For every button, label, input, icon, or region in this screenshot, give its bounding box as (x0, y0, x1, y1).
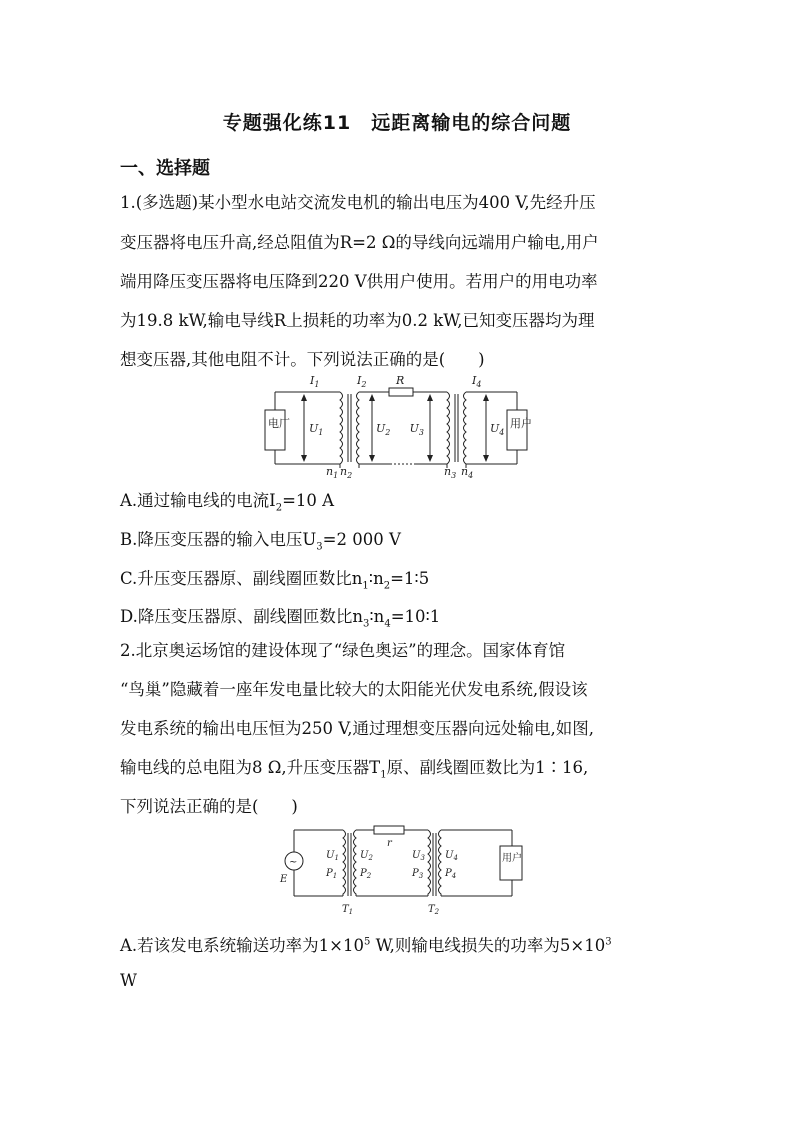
q2-u4: $U_4$ (445, 850, 458, 862)
q2-line-5: 下列说法正确的是( ) (120, 797, 298, 816)
section-heading: 一、选择题 (120, 158, 210, 179)
ac-symbol: ~ (289, 857, 298, 868)
load-label: 用户 (510, 417, 532, 430)
q2-line-2: “鸟巢”隐藏着一座年发电量比较大的太阳能光伏发电系统,假设该 (120, 680, 588, 699)
n3-label: $n_3$ (444, 465, 457, 480)
n2-label: $n_2$ (340, 465, 353, 480)
q2-t1: $T_1$ (342, 904, 354, 916)
emf-label: E (280, 874, 288, 885)
q1-line-2: 变压器将电压升高,经总阻值为R=2 Ω的导线向远端用户输电,用户 (120, 233, 599, 252)
q1-option-c: C.升压变压器原、副线圈匝数比$n_1∶n_2=1∶5$ (120, 569, 430, 592)
q2-line-3: 发电系统的输出电压恒为250 V,通过理想变压器向远处输电,如图, (120, 719, 595, 738)
resistor-label: R (396, 374, 405, 387)
q2-p4: $P_4$ (445, 868, 457, 880)
q2-u3: $U_3$ (412, 850, 425, 862)
q1-line-4: 为19.8 kW,输电导线R上损耗的功率为0.2 kW,已知变压器均为理 (120, 311, 595, 330)
q2-option-a-cont: W (120, 971, 137, 990)
i4-label: $I_4$ (472, 374, 482, 389)
u3-label: $U_3$ (409, 422, 424, 437)
u4-label: $U_4$ (490, 422, 505, 437)
page-title: 专题强化练11 远距离输电的综合问题 (222, 112, 572, 134)
n1-label: $n_1$ (326, 465, 339, 480)
source-label: 电厂 (268, 417, 290, 430)
u1-label: $U_1$ (309, 422, 324, 437)
q2-p3: $P_3$ (412, 868, 424, 880)
q2-line-4: 输电线的总电阻为8 Ω,升压变压器$T_1$原、副线圈匝数比为1∶16, (120, 758, 589, 781)
q1-option-b: B.降压变压器的输入电压$U_3=2$ 000 V (120, 530, 401, 553)
n4-label: $n_4$ (461, 465, 474, 480)
q2-load-label: 用户 (502, 853, 522, 864)
u2-label: $U_2$ (376, 422, 391, 437)
line-resistance-label: r (387, 838, 392, 849)
q1-option-a: A.通过输电线的电流$I_2=10$ A (120, 491, 335, 514)
q1-line-5: 想变压器,其他电阻不计。下列说法正确的是( ) (120, 350, 485, 369)
q2-p2: $P_2$ (360, 868, 372, 880)
q2-line-1: 2.北京奥运场馆的建设体现了“绿色奥运”的理念。国家体育馆 (120, 641, 566, 660)
q1-line-1: 1.(多选题)某小型水电站交流发电机的输出电压为400 V,先经升压 (120, 193, 596, 212)
q2-u1: $U_1$ (326, 850, 339, 862)
q2-option-a: A.若该发电系统输送功率为$1\times 10^5$ W,则输电线损失的功率为$5\times 10^3$ (120, 936, 612, 955)
q2-t2: $T_2$ (428, 904, 440, 916)
q1-circuit-diagram (262, 372, 532, 482)
q1-option-d: D.降压变压器原、副线圈匝数比$n_3∶n_4=10∶1$ (120, 607, 441, 630)
q2-circuit-diagram (278, 820, 540, 922)
i1-label: $I_1$ (310, 374, 320, 389)
q1-line-3: 端用降压变压器将电压降到220 V供用户使用。若用户的用电功率 (120, 272, 598, 291)
q2-u2: $U_2$ (360, 850, 373, 862)
q2-p1: $P_1$ (326, 868, 338, 880)
i2-label: $I_2$ (357, 374, 367, 389)
